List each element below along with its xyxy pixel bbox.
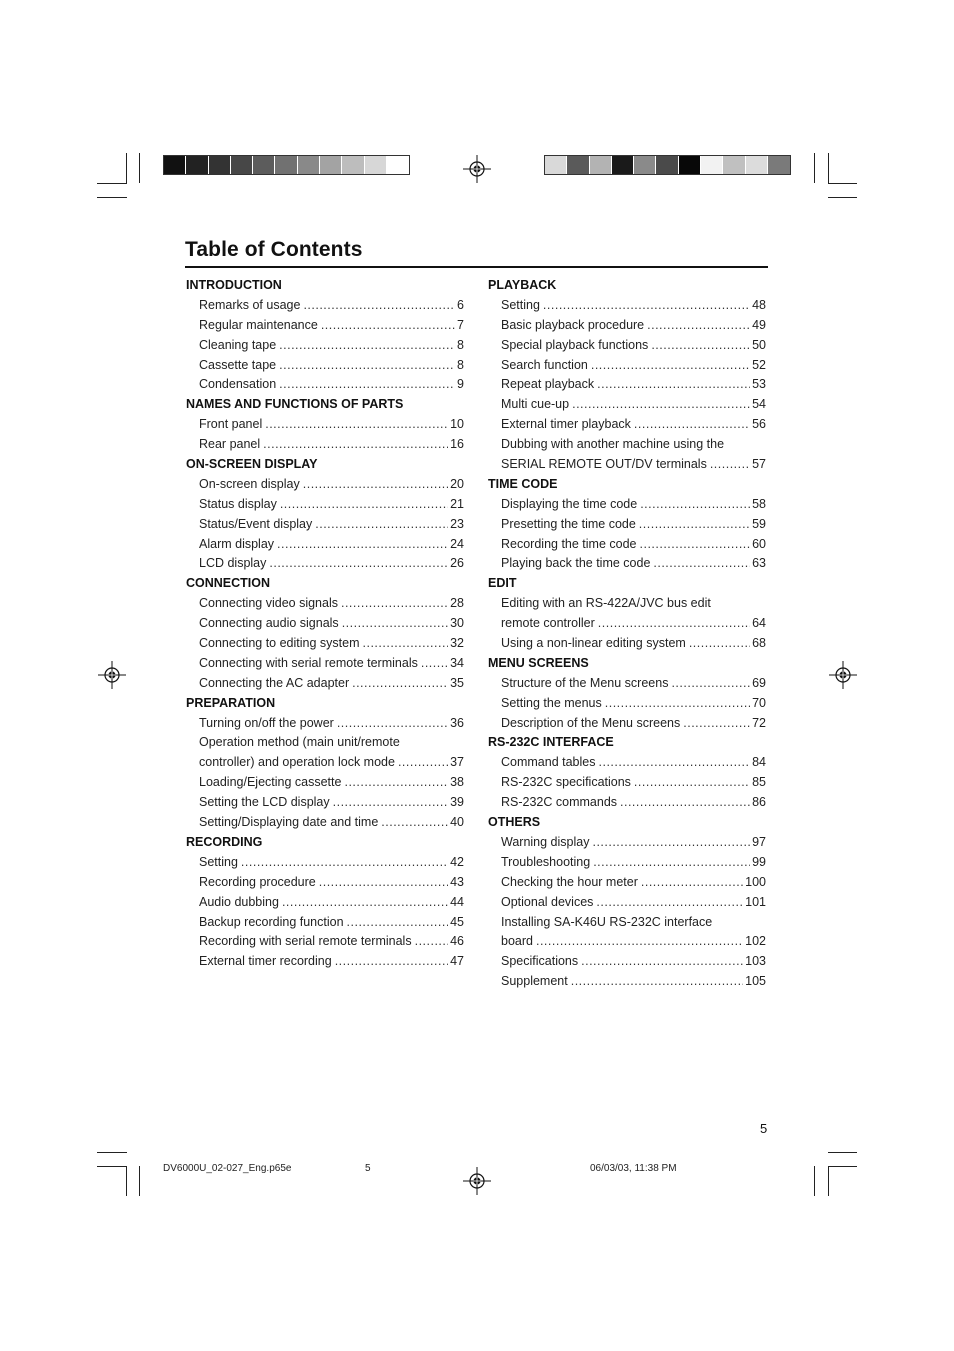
- toc-section-heading: ON-SCREEN DISPLAY: [186, 457, 318, 472]
- toc-entry-page: 99: [752, 854, 766, 869]
- dot-leader: [279, 356, 455, 376]
- toc-entry[interactable]: [186, 475, 464, 495]
- toc-entry[interactable]: [488, 753, 766, 773]
- dot-leader: [241, 853, 448, 873]
- dot-leader: [592, 833, 750, 853]
- toc-entry-page: 97: [752, 834, 766, 849]
- toc-entry[interactable]: [488, 793, 766, 813]
- dot-leader: [335, 952, 448, 972]
- registration-mark-icon: [463, 1167, 491, 1195]
- toc-entry-page: 46: [450, 934, 464, 949]
- toc-entry-title: Setting: [199, 854, 238, 869]
- toc-entry-title: Regular maintenance: [199, 317, 318, 332]
- toc-entry-page: 50: [752, 337, 766, 352]
- toc-entry-page: 35: [450, 675, 464, 690]
- registration-mark-icon: [98, 661, 126, 689]
- color-swatch: [387, 156, 409, 174]
- toc-section-heading: RS-232C INTERFACE: [488, 735, 614, 750]
- toc-entry-title: Setting the menus: [501, 695, 602, 710]
- toc-entry[interactable]: [186, 554, 464, 574]
- title-rule: [185, 266, 768, 268]
- toc-entry-title: Alarm display: [199, 536, 275, 551]
- page-number: 5: [760, 1121, 768, 1136]
- toc-entry-title: External timer playback: [501, 417, 631, 432]
- toc-entry[interactable]: [488, 773, 766, 793]
- toc-entry-page: 8: [457, 337, 464, 352]
- toc-entry-title: Turning on/off the power: [199, 715, 334, 730]
- dot-leader: [571, 972, 743, 992]
- toc-entry-title: Special playback functions: [501, 337, 649, 352]
- dot-leader: [599, 753, 751, 773]
- color-swatch: [746, 156, 768, 174]
- dot-leader: [651, 336, 750, 356]
- dot-leader: [303, 296, 455, 316]
- toc-section-heading: CONNECTION: [186, 576, 271, 591]
- toc-entry-title: Playing back the time code: [501, 556, 651, 571]
- toc-entry[interactable]: [186, 773, 464, 793]
- toc-entry-title: Presetting the time code: [501, 516, 636, 531]
- toc-entry-page: 45: [450, 914, 464, 929]
- color-swatch: [186, 156, 208, 174]
- toc-entry-title: Checking the hour meter: [501, 874, 638, 889]
- toc-entry-title: Cleaning tape: [199, 337, 277, 352]
- dot-leader: [639, 515, 750, 535]
- color-swatch: [590, 156, 612, 174]
- dot-leader: [591, 356, 750, 376]
- dot-leader: [381, 813, 448, 833]
- toc-entry[interactable]: [488, 375, 766, 395]
- dot-leader: [337, 714, 448, 734]
- toc-entry[interactable]: [186, 515, 464, 535]
- color-swatch: [612, 156, 634, 174]
- toc-column-left: [186, 276, 464, 972]
- toc-entry-page: 38: [450, 775, 464, 790]
- toc-entry-page: 24: [450, 536, 464, 551]
- toc-entry-page: 53: [752, 377, 766, 392]
- toc-entry-title: remote controller: [501, 616, 595, 631]
- toc-section-heading: PLAYBACK: [488, 278, 557, 292]
- toc-entry-title: Cassette tape: [199, 357, 277, 372]
- color-swatch: [320, 156, 342, 174]
- toc-entry-page: 43: [450, 874, 464, 889]
- toc-entry-title: Displaying the time code: [501, 496, 638, 511]
- dot-leader: [421, 654, 448, 674]
- color-swatch: [365, 156, 387, 174]
- toc-entry[interactable]: [488, 634, 766, 654]
- toc-entry-page: 102: [745, 934, 766, 949]
- registration-mark-icon: [463, 155, 491, 183]
- toc-entry-page: 42: [450, 854, 464, 869]
- toc-entry-page: 52: [752, 357, 766, 372]
- toc-entry-title: Status/Event display: [199, 516, 313, 531]
- color-swatch: [545, 156, 567, 174]
- toc-entry[interactable]: [186, 316, 464, 336]
- dot-leader: [263, 435, 448, 455]
- color-swatch: [768, 156, 790, 174]
- footer-filename: DV6000U_02-027_Eng.p65e: [163, 1163, 292, 1174]
- toc-entry-title: Structure of the Menu screens: [501, 675, 669, 690]
- toc-entry-page: 105: [745, 974, 766, 989]
- dot-leader: [536, 932, 743, 952]
- toc-entry-page: 7: [457, 317, 464, 332]
- toc-entry[interactable]: [488, 873, 766, 893]
- dot-leader: [265, 415, 448, 435]
- dot-leader: [653, 554, 750, 574]
- dot-leader: [597, 375, 750, 395]
- toc-entry[interactable]: [488, 714, 766, 734]
- toc-entry-page: 101: [745, 894, 766, 909]
- toc-entry-title: Setting the LCD display: [199, 795, 330, 810]
- toc-entry-title: Installing SA-K46U RS-232C interface: [501, 914, 713, 929]
- dot-leader: [605, 694, 750, 714]
- toc-entry-title: Multi cue-up: [501, 397, 570, 412]
- dot-leader: [352, 674, 448, 694]
- toc-entry-page: 48: [752, 297, 766, 312]
- dot-leader: [279, 336, 455, 356]
- color-swatch: [342, 156, 364, 174]
- toc-entry[interactable]: [186, 932, 464, 952]
- dot-leader: [671, 674, 750, 694]
- toc-entry-page: 60: [752, 536, 766, 551]
- toc-entry[interactable]: [186, 634, 464, 654]
- toc-entry-page: 37: [450, 755, 464, 770]
- toc-entry-page: 6: [457, 297, 464, 312]
- toc-entry-title: Audio dubbing: [199, 894, 279, 909]
- dot-leader: [598, 614, 750, 634]
- toc-entry[interactable]: [488, 594, 766, 614]
- toc-entry-title: Recording with serial remote terminals: [199, 934, 412, 949]
- toc-entry-title: Using a non-linear editing system: [501, 636, 686, 651]
- dot-leader: [640, 495, 750, 515]
- toc-entry[interactable]: [488, 614, 766, 634]
- toc-entry-title: SERIAL REMOTE OUT/DV terminals: [501, 457, 707, 472]
- toc-entry[interactable]: [186, 415, 464, 435]
- toc-entry-title: board: [501, 934, 533, 949]
- toc-entry[interactable]: [488, 554, 766, 574]
- toc-entry-page: 23: [450, 516, 464, 531]
- toc-entry[interactable]: [186, 813, 464, 833]
- dot-leader: [634, 415, 750, 435]
- dot-leader: [342, 614, 448, 634]
- toc-entry[interactable]: [488, 853, 766, 873]
- toc-entry-title: Setting: [501, 297, 540, 312]
- dot-leader: [543, 296, 750, 316]
- toc-section-heading: MENU SCREENS: [488, 655, 589, 670]
- dot-leader: [596, 893, 743, 913]
- toc-entry[interactable]: [488, 395, 766, 415]
- toc-entry-page: 36: [450, 715, 464, 730]
- toc-entry[interactable]: [488, 515, 766, 535]
- toc-entry-title: Front panel: [199, 417, 263, 432]
- toc-entry-title: On-screen display: [199, 476, 300, 491]
- dot-leader: [634, 773, 750, 793]
- toc-entry[interactable]: [186, 375, 464, 395]
- toc-entry-title: Connecting the AC adapter: [199, 675, 350, 690]
- toc-entry-title: Rear panel: [199, 437, 261, 452]
- toc-entry-page: 63: [752, 556, 766, 571]
- toc-entry[interactable]: [186, 674, 464, 694]
- toc-entry[interactable]: [186, 793, 464, 813]
- toc-entry-page: 72: [752, 715, 766, 730]
- toc-entry-title: Recording procedure: [199, 874, 316, 889]
- toc-entry-page: 100: [745, 874, 766, 889]
- toc-entry-title: External timer recording: [199, 954, 332, 969]
- toc-entry-title: Connecting audio signals: [199, 616, 339, 631]
- toc-entry[interactable]: [186, 753, 464, 773]
- toc-entry-page: 9: [457, 377, 464, 392]
- toc-entry-page: 68: [752, 636, 766, 651]
- toc-entry-page: 47: [450, 954, 464, 969]
- toc-entry-title: Operation method (main unit/remote: [199, 735, 400, 750]
- color-swatch: [723, 156, 745, 174]
- toc-section-heading: OTHERS: [488, 815, 541, 830]
- toc-entry[interactable]: [488, 356, 766, 376]
- toc-entry-title: Setting/Displaying date and time: [199, 815, 379, 830]
- dot-leader: [321, 316, 455, 336]
- toc-entry-page: 20: [450, 476, 464, 491]
- toc-entry-title: Dubbing with another machine using the: [501, 437, 725, 452]
- toc-entry-page: 28: [450, 596, 464, 611]
- color-swatch: [209, 156, 231, 174]
- toc-entry[interactable]: [488, 415, 766, 435]
- toc-entry-page: 54: [752, 397, 766, 412]
- dot-leader: [303, 475, 448, 495]
- toc-entry-title: Basic playback procedure: [501, 317, 645, 332]
- toc-entry-title: Troubleshooting: [501, 854, 591, 869]
- toc-entry-page: 16: [450, 437, 464, 452]
- toc-entry[interactable]: [186, 435, 464, 455]
- toc-section-heading: INTRODUCTION: [186, 278, 282, 292]
- toc-entry[interactable]: [186, 853, 464, 873]
- toc-entry-title: Repeat playback: [501, 377, 595, 392]
- toc-entry[interactable]: [488, 694, 766, 714]
- toc-entry[interactable]: [488, 495, 766, 515]
- toc-entry-title: Status display: [199, 496, 277, 511]
- toc-entry[interactable]: [186, 913, 464, 933]
- toc-entry-page: 10: [450, 417, 464, 432]
- toc-section-heading: EDIT: [488, 576, 517, 591]
- toc-entry-page: 69: [752, 675, 766, 690]
- dot-leader: [269, 554, 448, 574]
- dot-leader: [279, 375, 455, 395]
- toc-entry[interactable]: [186, 535, 464, 555]
- dot-leader: [640, 535, 751, 555]
- toc-entry-page: 26: [450, 556, 464, 571]
- toc-entry-title: Search function: [501, 357, 588, 372]
- color-swatch: [164, 156, 186, 174]
- toc-section-heading: PREPARATION: [186, 695, 276, 710]
- toc-entry[interactable]: [488, 674, 766, 694]
- toc-entry-title: Connecting with serial remote terminals: [199, 655, 418, 670]
- toc-entry-title: Warning display: [501, 834, 590, 849]
- toc-entry-page: 32: [450, 636, 464, 651]
- toc-entry[interactable]: [488, 435, 766, 455]
- toc-entry[interactable]: [488, 913, 766, 933]
- toc-entry-page: 8: [457, 357, 464, 372]
- toc-entry-title: RS-232C specifications: [501, 775, 631, 790]
- dot-leader: [593, 853, 750, 873]
- toc-entry-page: 44: [450, 894, 464, 909]
- toc-entry[interactable]: [488, 296, 766, 316]
- dot-leader: [572, 395, 750, 415]
- toc-entry[interactable]: [186, 495, 464, 515]
- toc-entry-page: 84: [752, 755, 766, 770]
- color-swatch: [679, 156, 701, 174]
- dot-leader: [710, 455, 750, 475]
- toc-entry-page: 49: [752, 317, 766, 332]
- dot-leader: [319, 873, 448, 893]
- toc-entry-title: Recording the time code: [501, 536, 637, 551]
- toc-entry-page: 64: [752, 616, 766, 631]
- toc-entry-page: 56: [752, 417, 766, 432]
- toc-entry[interactable]: [488, 316, 766, 336]
- toc-entry[interactable]: [186, 296, 464, 316]
- toc-entry-title: Remarks of usage: [199, 297, 301, 312]
- toc-entry[interactable]: [186, 952, 464, 972]
- toc-entry[interactable]: [186, 356, 464, 376]
- toc-entry[interactable]: [488, 833, 766, 853]
- toc-entry[interactable]: [488, 893, 766, 913]
- toc-entry-page: 57: [752, 457, 766, 472]
- dot-leader: [620, 793, 750, 813]
- toc-entry[interactable]: [186, 614, 464, 634]
- footer-timestamp: 06/03/03, 11:38 PM: [590, 1163, 677, 1174]
- color-bar-left: [163, 155, 410, 175]
- toc-entry-title: Connecting video signals: [199, 596, 338, 611]
- toc-entry[interactable]: [186, 594, 464, 614]
- color-swatch: [567, 156, 589, 174]
- toc-entry-title: Connecting to editing system: [199, 636, 360, 651]
- toc-column-right: [488, 276, 766, 992]
- toc-entry[interactable]: [186, 733, 464, 753]
- toc-entry-page: 39: [450, 795, 464, 810]
- toc-entry-page: 70: [752, 695, 766, 710]
- toc-entry-title: Backup recording function: [199, 914, 344, 929]
- registration-mark-icon: [829, 661, 857, 689]
- dot-leader: [280, 495, 448, 515]
- toc-entry-title: Editing with an RS-422A/JVC bus edit: [501, 596, 711, 611]
- toc-entry-title: LCD display: [199, 556, 267, 571]
- toc-entry-page: 85: [752, 775, 766, 790]
- toc-section-heading: NAMES AND FUNCTIONS OF PARTS: [186, 397, 404, 412]
- toc-entry[interactable]: [488, 932, 766, 952]
- dot-leader: [341, 594, 448, 614]
- toc-entry-title: Specifications: [501, 954, 579, 969]
- toc-entry[interactable]: [186, 336, 464, 356]
- toc-entry-page: 103: [745, 954, 766, 969]
- dot-leader: [683, 714, 750, 734]
- color-swatch: [701, 156, 723, 174]
- dot-leader: [344, 773, 448, 793]
- toc-entry-page: 86: [752, 795, 766, 810]
- toc-entry-title: Supplement: [501, 974, 568, 989]
- toc-entry-title: Optional devices: [501, 894, 594, 909]
- color-bar-right: [544, 155, 791, 175]
- color-swatch: [656, 156, 678, 174]
- dot-leader: [347, 913, 449, 933]
- dot-leader: [581, 952, 743, 972]
- toc-entry[interactable]: [488, 952, 766, 972]
- toc-entry[interactable]: [488, 455, 766, 475]
- toc-entry-title: Condensation: [199, 377, 277, 392]
- dot-leader: [415, 932, 449, 952]
- dot-leader: [282, 893, 448, 913]
- toc-entry[interactable]: [186, 873, 464, 893]
- toc-entry[interactable]: [488, 535, 766, 555]
- toc-entry[interactable]: [186, 893, 464, 913]
- color-swatch: [275, 156, 297, 174]
- toc-entry[interactable]: [186, 654, 464, 674]
- color-swatch: [634, 156, 656, 174]
- toc-entry-title: Description of the Menu screens: [501, 715, 681, 730]
- dot-leader: [277, 535, 448, 555]
- toc-entry[interactable]: [488, 972, 766, 992]
- dot-leader: [315, 515, 448, 535]
- dot-leader: [333, 793, 448, 813]
- page-title: Table of Contents: [185, 238, 363, 261]
- toc-entry[interactable]: [186, 714, 464, 734]
- toc-entry[interactable]: [488, 336, 766, 356]
- toc-entry-title: Loading/Ejecting cassette: [199, 775, 342, 790]
- dot-leader: [647, 316, 750, 336]
- footer-page: 5: [365, 1163, 371, 1174]
- toc-entry-page: 58: [752, 496, 766, 511]
- toc-entry-title: RS-232C commands: [501, 795, 618, 810]
- toc-section-heading: RECORDING: [186, 834, 263, 849]
- dot-leader: [363, 634, 449, 654]
- toc-entry-page: 40: [450, 815, 464, 830]
- toc-entry-page: 59: [752, 516, 766, 531]
- toc-entry-page: 21: [450, 496, 464, 511]
- color-swatch: [298, 156, 320, 174]
- toc-section-heading: TIME CODE: [488, 476, 558, 491]
- toc-entry-title: Command tables: [501, 755, 596, 770]
- dot-leader: [641, 873, 743, 893]
- color-swatch: [253, 156, 275, 174]
- toc-entry-page: 34: [450, 655, 464, 670]
- color-swatch: [231, 156, 253, 174]
- toc-entry-page: 30: [450, 616, 464, 631]
- dot-leader: [398, 753, 448, 773]
- dot-leader: [689, 634, 750, 654]
- toc-entry-title: controller) and operation lock mode: [199, 755, 395, 770]
